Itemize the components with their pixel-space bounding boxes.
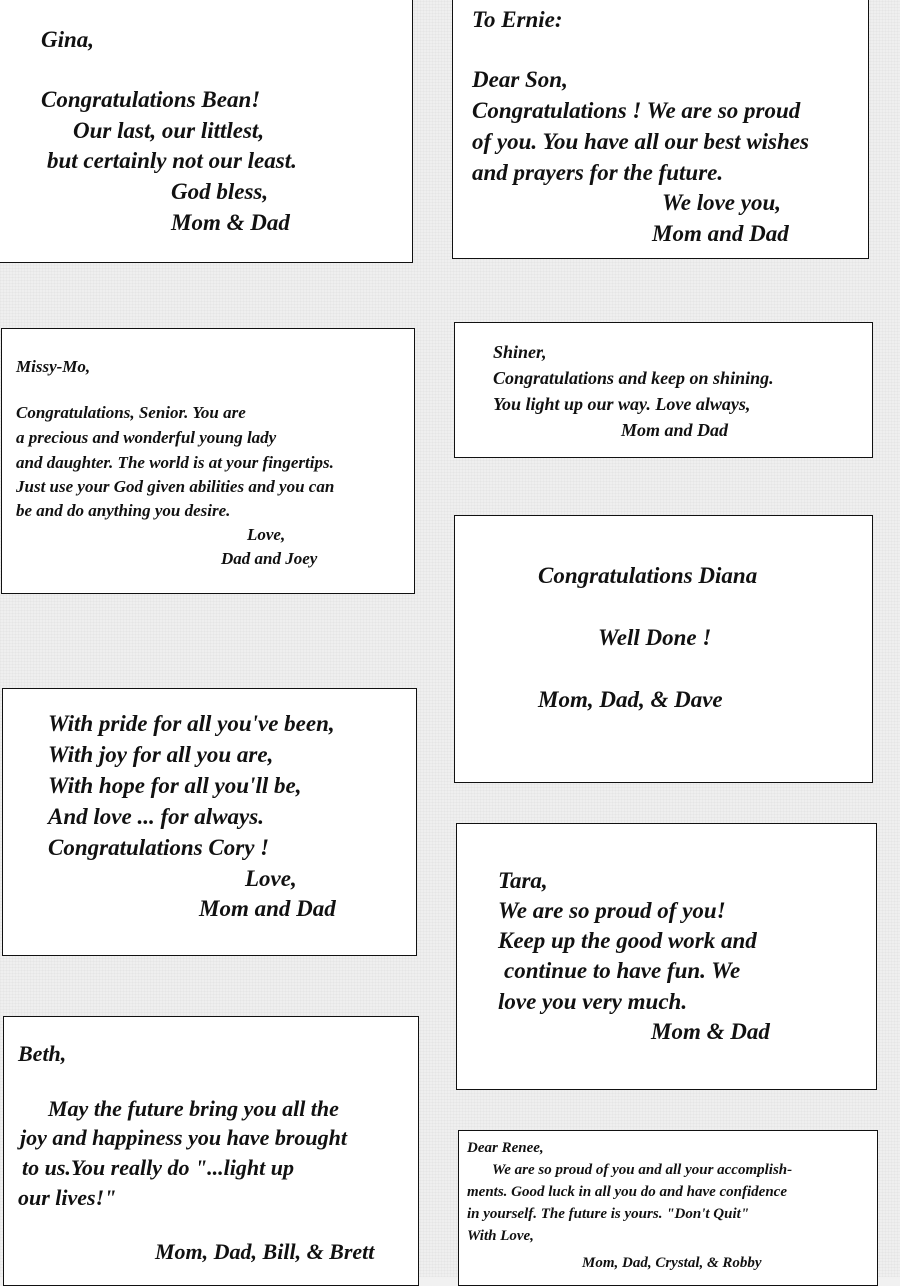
card-line: With Love, (467, 1228, 534, 1244)
card-line: Beth, (18, 1041, 67, 1066)
card-line: Love, (247, 525, 286, 544)
card-line: Mom and Dad (621, 420, 729, 440)
message-card-beth (3, 1016, 419, 1286)
card-line: Tara, (498, 868, 548, 893)
card-line: We love you, (662, 190, 782, 215)
card-line: Mom and Dad (652, 221, 789, 246)
card-line: Gina, (41, 27, 95, 52)
card-line: joy and happiness you have brought (20, 1125, 347, 1150)
card-line: Congratulations Bean! (41, 87, 261, 112)
card-line: Dear Renee, (467, 1140, 544, 1156)
card-line: our lives!" (18, 1185, 117, 1210)
card-line: Mom and Dad (199, 896, 336, 921)
card-line: Mom, Dad, & Dave (538, 687, 723, 712)
card-line: Our last, our littlest, (73, 118, 265, 143)
card-line: And love ... for always. (48, 804, 264, 829)
card-line: a precious and wonderful young lady (16, 428, 277, 447)
card-line: You light up our way. Love always, (493, 394, 751, 414)
message-card-ernie (452, 0, 869, 259)
card-line: Mom & Dad (171, 210, 290, 235)
card-line: Dear Son, (472, 67, 568, 92)
card-line: Mom, Dad, Bill, & Brett (155, 1239, 375, 1264)
card-line: Mom, Dad, Crystal, & Robby (582, 1255, 762, 1271)
card-line: Shiner, (493, 342, 547, 362)
card-line: Congratulations Diana (538, 563, 758, 588)
card-line: We are so proud of you and all your accomplish- (492, 1162, 793, 1178)
card-line: be and do anything you desire. (16, 501, 231, 520)
card-line: Mom & Dad (651, 1019, 770, 1044)
card-line: Dad and Joey (221, 549, 318, 568)
card-line: We are so proud of you! (498, 898, 726, 923)
message-card-tara (456, 823, 877, 1090)
card-line: Keep up the good work and (498, 928, 757, 953)
card-line: Love, (245, 866, 297, 891)
card-line: Congratulations Cory ! (48, 835, 270, 860)
card-line: and daughter. The world is at your fingertips. (16, 453, 334, 472)
card-line: God bless, (171, 179, 269, 204)
card-line: With joy for all you are, (48, 742, 274, 767)
card-line: Just use your God given abilities and you can (16, 477, 335, 496)
card-line: of you. You have all our best wishes (472, 129, 809, 154)
card-line: To Ernie: (472, 7, 563, 32)
message-card-cory (2, 688, 417, 956)
message-card-diana (454, 515, 873, 783)
card-line: Congratulations, Senior. You are (16, 403, 246, 422)
card-line: Congratulations ! We are so proud (472, 98, 801, 123)
card-line: continue to have fun. We (504, 958, 741, 983)
card-line: to us.You really do "...light up (22, 1155, 294, 1180)
message-card-renee (458, 1130, 878, 1286)
card-line: love you very much. (498, 989, 688, 1014)
card-line: Well Done ! (598, 625, 712, 650)
card-line: in yourself. The future is yours. "Don't Quit" (467, 1206, 750, 1222)
card-line: May the future bring you all the (48, 1096, 339, 1121)
card-line: With pride for all you've been, (48, 711, 335, 736)
card-line: Missy-Mo, (16, 357, 91, 376)
card-line: With hope for all you'll be, (48, 773, 302, 798)
message-card-missy (1, 328, 415, 594)
message-card-gina (0, 0, 413, 263)
message-card-shiner (454, 322, 873, 458)
card-line: but certainly not our least. (47, 148, 297, 173)
card-line: and prayers for the future. (472, 160, 724, 185)
card-line: Congratulations and keep on shining. (493, 368, 774, 388)
card-line: ments. Good luck in all you do and have confidence (467, 1184, 787, 1200)
